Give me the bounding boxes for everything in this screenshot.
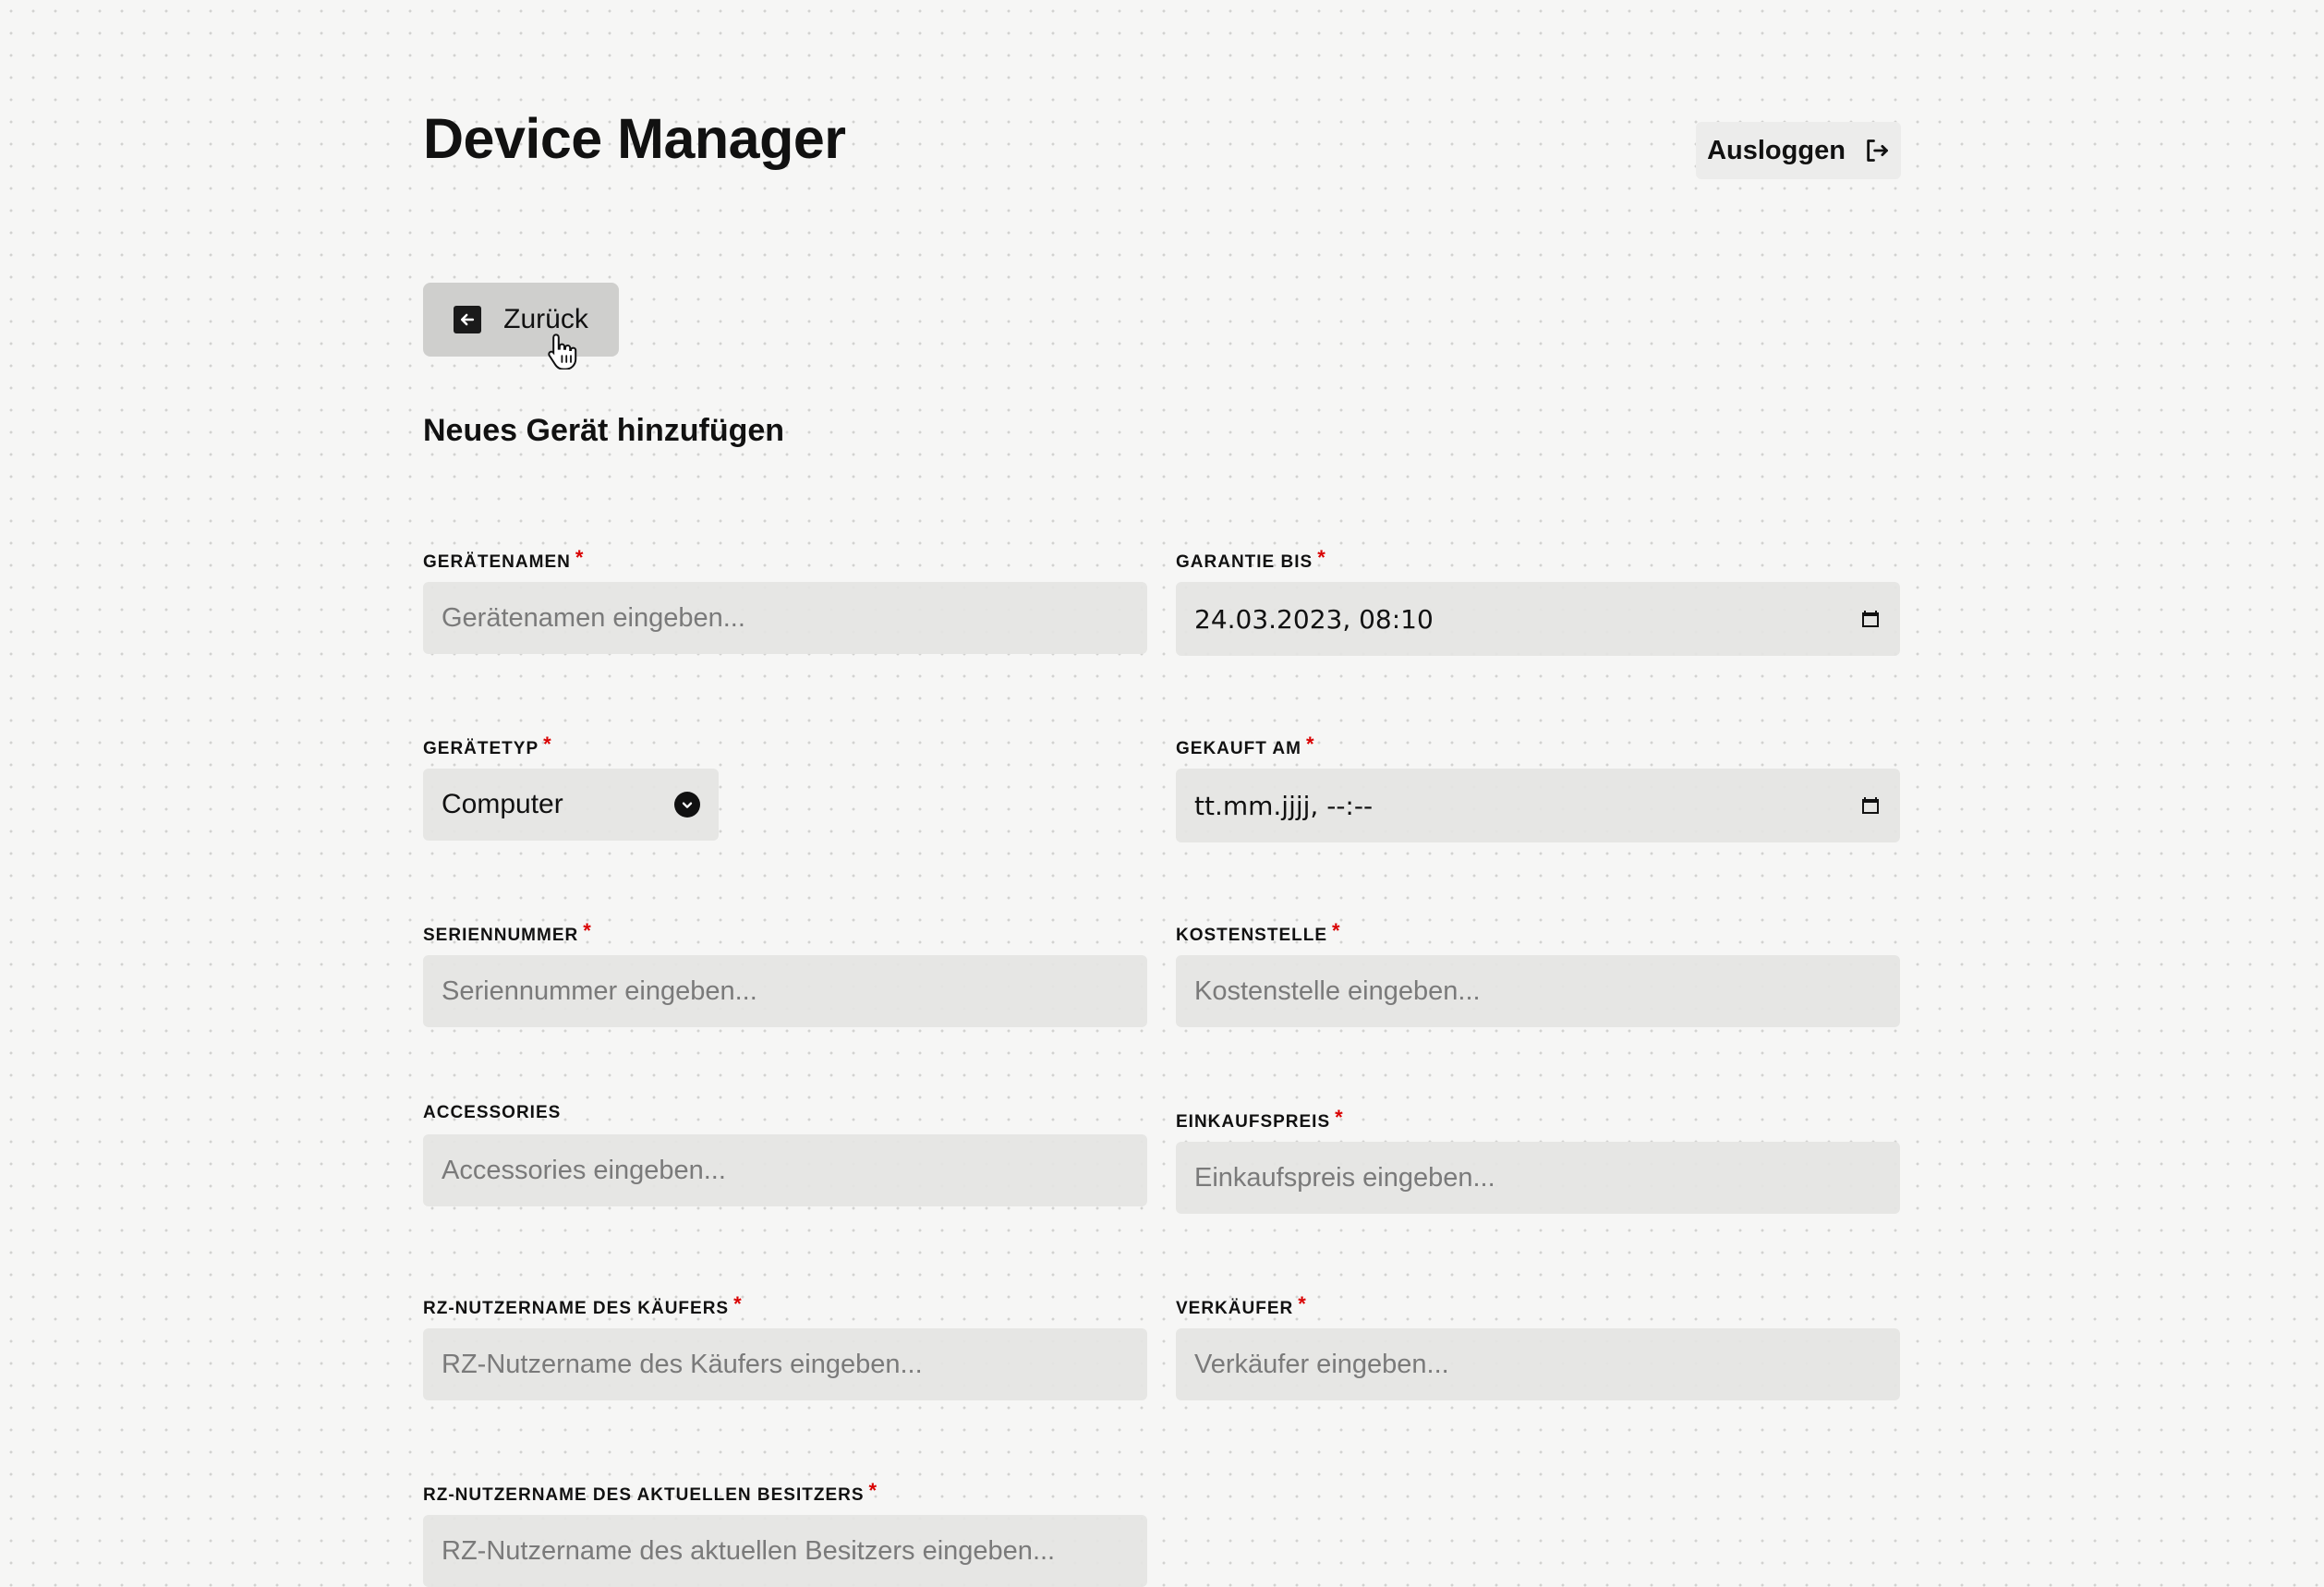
required-marker: * [1332,919,1341,942]
owner-username-label: RZ-NUTZERNAME DES AKTUELLEN BESITZERS * [423,1479,878,1505]
cost-center-label: KOSTENSTELLE * [1176,919,1341,945]
required-marker: * [733,1292,743,1315]
device-type-select[interactable] [423,769,719,841]
seller-label: VERKÄUFER * [1176,1292,1307,1318]
buyer-username-label: RZ-NUTZERNAME DES KÄUFERS * [423,1292,743,1318]
required-marker: * [1317,546,1326,569]
purchase-price-field [1176,1108,1900,1214]
required-marker: * [1335,1106,1344,1129]
bought-on-field [1176,735,1900,842]
warranty-until-label: GARANTIE BIS * [1176,546,1326,572]
buyer-username-field [423,1292,1147,1400]
hand-cursor-icon [547,333,578,369]
serial-number-field [423,919,1147,1027]
bought-on-value: tt.mm.jjjj, --:-- [1194,790,1374,821]
cost-center-input[interactable] [1176,955,1900,1027]
form-title: Neues Gerät hinzufügen [423,413,785,448]
cost-center-field [1176,919,1900,1027]
bought-on-input[interactable] [1176,769,1900,842]
required-marker: * [1305,733,1315,756]
app-title: Device Manager [423,107,846,170]
seller-input[interactable] [1176,1328,1900,1400]
required-marker: * [868,1479,878,1502]
required-marker: * [1298,1292,1307,1315]
buyer-username-input[interactable] [423,1328,1147,1400]
bought-on-label: GEKAUFT AM * [1176,733,1315,758]
back-label: Zurück [503,304,588,334]
required-marker: * [543,733,552,756]
device-name-field [423,546,1147,654]
accessories-field [423,1101,1147,1206]
device-type-value: Computer [442,789,563,819]
warranty-until-field [1176,546,1900,656]
device-type-field [423,735,719,841]
serial-number-label: SERIENNUMMER * [423,919,592,945]
logout-icon [1864,138,1890,164]
accessories-input[interactable] [423,1134,1147,1206]
purchase-price-label: EINKAUFSPREIS * [1176,1106,1344,1132]
calendar-icon[interactable] [1859,794,1882,817]
device-type-label: GERÄTETYP * [423,733,552,758]
required-marker: * [575,546,585,569]
chevron-down-icon [674,792,700,818]
logout-button[interactable] [1696,122,1901,179]
device-name-input[interactable] [423,582,1147,654]
owner-username-input[interactable] [423,1515,1147,1587]
logout-label: Ausloggen [1707,135,1846,165]
purchase-price-input[interactable] [1176,1142,1900,1214]
calendar-icon[interactable] [1859,608,1882,630]
owner-username-field [423,1479,1147,1587]
warranty-until-value: 24.03.2023, 08:10 [1194,603,1434,635]
serial-number-input[interactable] [423,955,1147,1027]
back-button[interactable] [423,283,619,357]
warranty-until-input[interactable] [1176,582,1900,656]
device-name-label: GERÄTENAMEN * [423,546,585,572]
required-marker: * [583,919,592,942]
seller-field [1176,1292,1900,1400]
arrow-left-icon [454,306,481,333]
accessories-label: ACCESSORIES [423,1103,562,1122]
